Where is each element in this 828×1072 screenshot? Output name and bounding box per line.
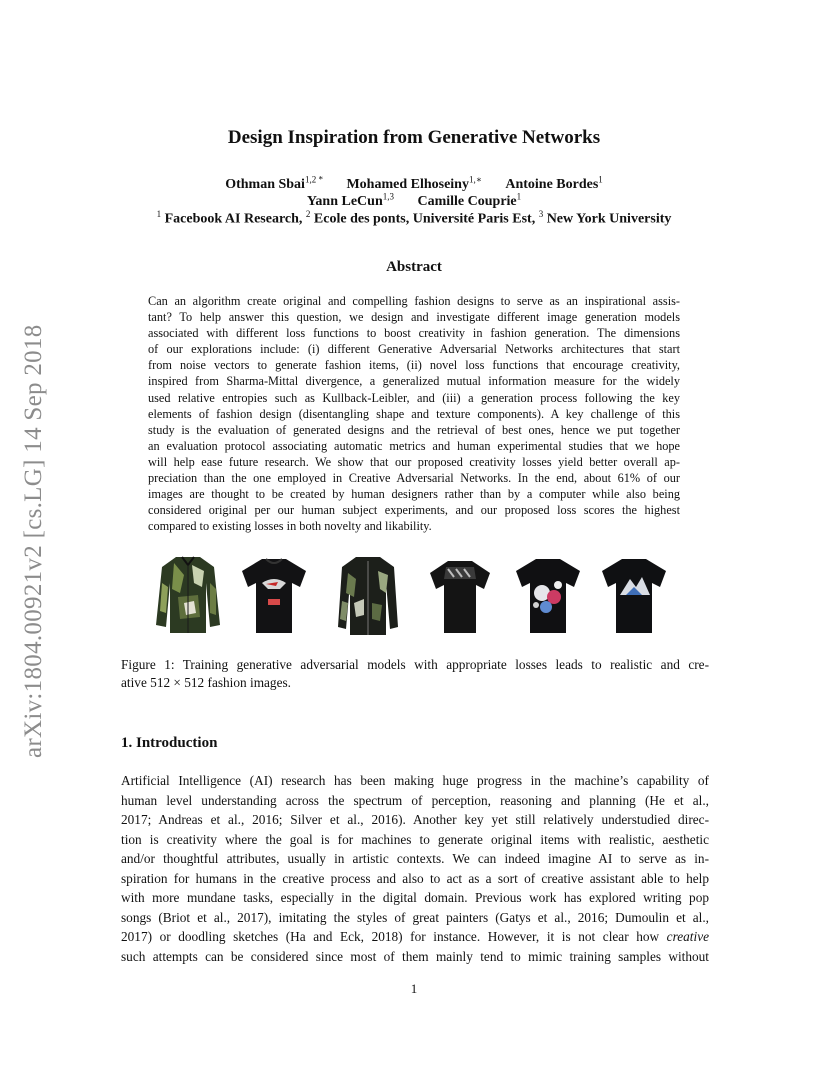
author-name: Yann LeCun$^{1,3}$ [306, 191, 394, 209]
abstract-line: of our explorations include: (i) different Generative Adversarial Networks architectures that start [148, 342, 680, 357]
author-name: Othman Sbai$^{1,2 *}$ [225, 174, 323, 192]
author-line-1 [0, 174, 828, 193]
abstract-body [148, 293, 680, 534]
abstract-heading: Abstract [386, 259, 442, 275]
arxiv-stamp: arXiv:1804.00921v2 [cs.LG] 14 Sep 2018 [20, 324, 47, 758]
figure-caption [121, 656, 709, 692]
abstract-line: associated with different loss functions to boost creativity in fashion generation. The dimensions [148, 326, 680, 341]
intro-line: and/or thoughtful attributes, usually in artistic contexts. We can indeed imagine AI to serve as in- [121, 851, 709, 866]
generated-print-tshirt-image [426, 553, 494, 639]
abstract-line: Can an algorithm create original and compelling fashion designs to serve as an inspirational assis- [148, 294, 680, 308]
paper-title: Design Inspiration from Generative Networks [227, 127, 601, 148]
abstract-line: an evaluation protocol associating automatic metrics and human experimental studies that we hope [148, 438, 680, 453]
caption-line: Figure 1: Training generative adversarial models with appropriate losses leads to realistic and cre- [121, 657, 709, 672]
author-name: Camille Couprie$^1$ [417, 191, 522, 209]
intro-line: 2017) or doodling sketches (Ha and Eck, 2018) for instance. However, it is not clear how creative [121, 929, 709, 944]
intro-line: 2017; Andreas et al., 2016; Silver et al., 2016). Another key yet still relatively understudied direc- [121, 812, 709, 827]
abstract-line: compared to existing losses in both novelty and likability. [148, 519, 432, 534]
intro-line: tion is creativity where the goal is for machines to generate original items with realistic, aesthetic [121, 831, 709, 847]
abstract-line: inspired from Sharma-Mittal divergence, a generalized mutual information measure for the widely [148, 374, 680, 389]
abstract-line: preciation than the one employed in Creative Adversarial Networks. In the end, about 61% of our [148, 471, 680, 486]
abstract-line: study is the evaluation of generated designs and the retrieval of best ones, hence we put together [148, 422, 680, 437]
author-name: Mohamed Elhoseiny$^{1,∗}$ [346, 174, 482, 192]
abstract-line: elements of fashion design (disentangling shape and texture components). A key challenge of this [148, 406, 680, 421]
author-line-2 [0, 191, 828, 210]
emphasis-creative: creative [666, 929, 709, 944]
intro-line: Artificial Intelligence (AI) research has been making huge progress in the machine’s capability of [121, 773, 709, 788]
generated-floral-tshirt-image [514, 553, 582, 639]
abstract-line: from noise vectors to generate fashion items, (ii) novel loss functions that encourage creativity, [148, 358, 680, 373]
intro-line: with more mundane tasks, especially in the digital domain. Previous work has explored writing pop [121, 890, 709, 905]
abstract-line: considered original per our human subject experiments, and our proposed loss scores the highest [148, 503, 680, 518]
author-name: Antoine Bordes$^1$ [505, 174, 603, 192]
section-heading [121, 735, 217, 752]
generated-camo-jacket-image [154, 553, 222, 639]
caption-line: ative 512 × 512 fashion images. [121, 675, 291, 690]
page-number: 1 [410, 981, 418, 996]
section-number: 1. [121, 735, 133, 751]
intro-body [121, 771, 709, 966]
abstract-line: used relative entropies such as Kullback-Leibler, and (iii) a generation process following the key [148, 390, 680, 405]
section-title: Introduction [136, 735, 218, 751]
intro-line: human level understanding across the spectrum of perception, reasoning and planning (He et al., [121, 792, 709, 808]
abstract-line: tant? To help answer this question, we design and investigate different image generation models [148, 310, 680, 325]
generated-floral-jacket-image [334, 553, 402, 639]
abstract-line: will help ease future research. We show that our proposed creativity losses yield better overall ap- [148, 454, 680, 469]
generated-mountain-tshirt-image [600, 553, 668, 639]
intro-line: such attempts can be considered since most of them mainly tend to mimic training samples without [121, 948, 709, 964]
generated-black-tshirt-image [240, 553, 308, 639]
figure-1-images [148, 553, 683, 643]
intro-line: songs (Briot et al., 2017), imitating the styles of great painters (Gatys et al., 2016; Dumoulin et al., [121, 909, 709, 925]
intro-line: spiration for humans in the creative process and also to act as a sort of creative assistant able to help [121, 870, 709, 886]
affiliations: $^1$ Facebook AI Research, $^2$ Ecole des ponts, Université Paris Est, $^3$ New York University [156, 209, 672, 227]
abstract-line: images are thought to be created by human designers rather than by a computer while also being [148, 487, 680, 502]
